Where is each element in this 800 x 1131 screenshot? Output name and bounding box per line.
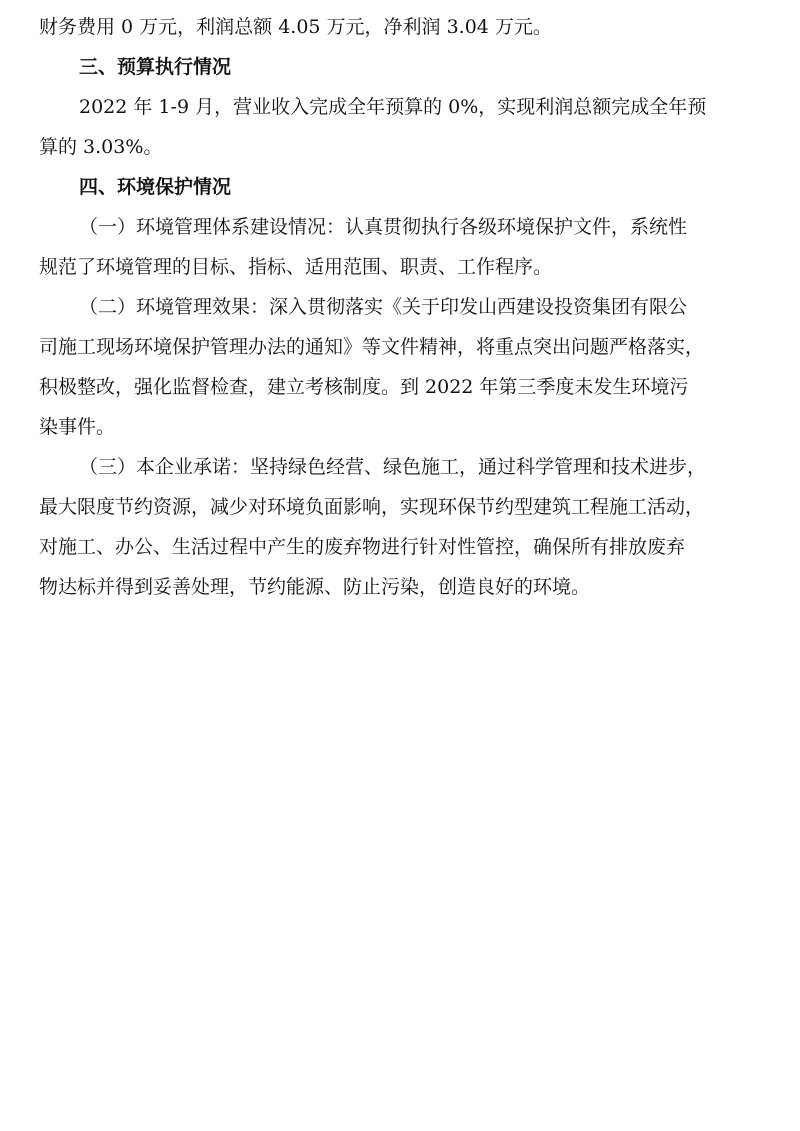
env-effect-paragraph-line-2: 司施工现场环境保护管理办法的通知》等文件精神，将重点突出问题严格落实，: [39, 336, 705, 358]
budget-paragraph-line-2: 算的 3.03%。: [39, 136, 163, 158]
commitment-paragraph-line-2: 最大限度节约资源，减少对环境负面影响，实现环保节约型建筑工程施工活动，: [39, 496, 705, 518]
env-effect-paragraph-line-3: 积极整改，强化监督检查，建立考核制度。到 2022 年第三季度未发生环境污: [39, 376, 689, 398]
document-body: [39, 7, 761, 607]
section-heading-environment: 四、环境保护情况: [79, 176, 232, 198]
budget-paragraph-line-1: 2022 年 1-9 月，营业收入完成全年预算的 0%，实现利润总额完成全年预: [79, 96, 707, 118]
financial-summary-line: 财务费用 0 万元，利润总额 4.05 万元，净利润 3.04 万元。: [39, 16, 552, 38]
env-system-paragraph-line-1: （一）环境管理体系建设情况：认真贯彻执行各级环境保护文件，系统性: [79, 216, 688, 238]
env-effect-paragraph-line-4: 染事件。: [39, 416, 116, 438]
commitment-paragraph-line-4: 物达标并得到妥善处理，节约能源、防止污染，创造良好的环境。: [39, 576, 591, 598]
env-effect-paragraph-line-1: （二）环境管理效果：深入贯彻落实《关于印发山西建设投资集团有限公: [79, 296, 688, 318]
section-heading-budget: 三、预算执行情况: [79, 56, 232, 78]
commitment-paragraph-line-3: 对施工、办公、生活过程中产生的废弃物进行针对性管控，确保所有排放废弃: [39, 536, 686, 558]
commitment-paragraph-line-1: （三）本企业承诺：坚持绿色经营、绿色施工，通过科学管理和技术进步，: [79, 456, 707, 478]
env-system-paragraph-line-2: 规范了环境管理的目标、指标、适用范围、职责、工作程序。: [39, 256, 553, 278]
